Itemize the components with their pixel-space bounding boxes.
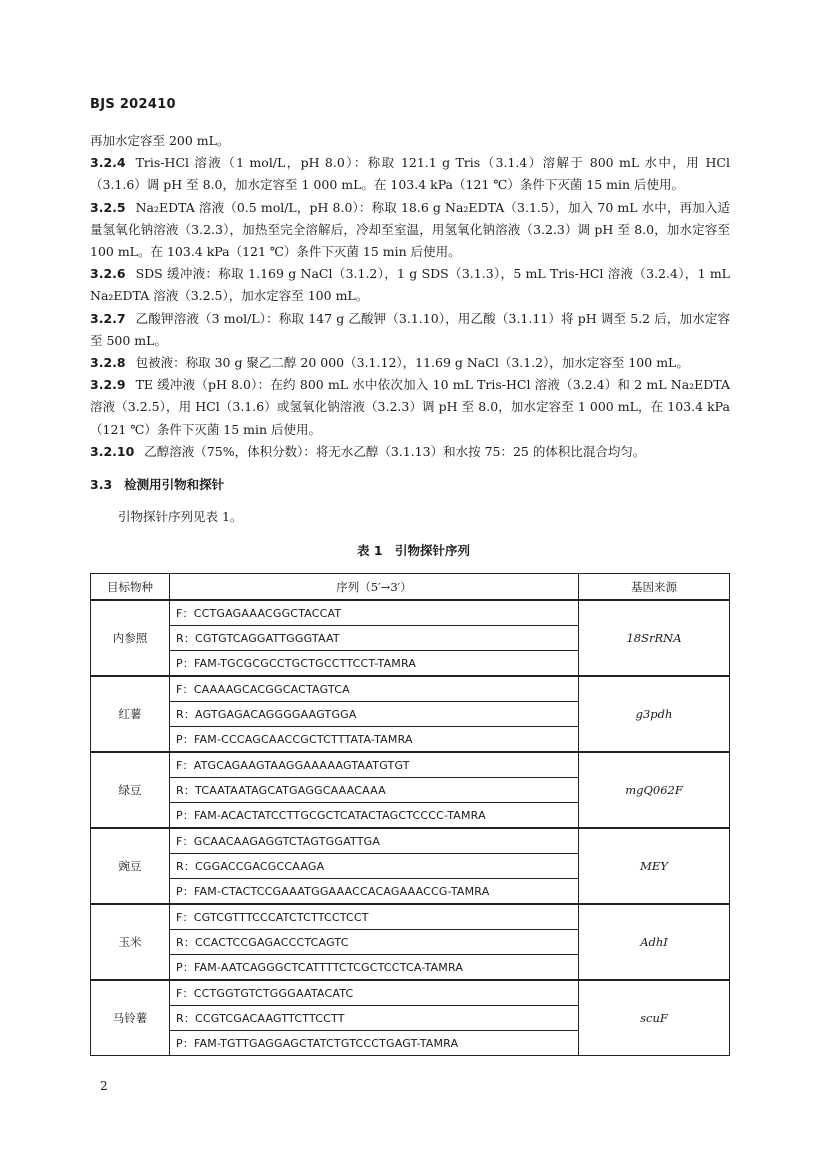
- sequence-cell: F：ATGCAGAAGTAAGGAAAAAGTAATGTGT: [170, 752, 579, 778]
- gene-cell: scuF: [579, 980, 730, 1056]
- table-row: [91, 980, 730, 1006]
- gene-cell: MEY: [579, 828, 730, 904]
- sequence-cell: R：CCACTCCGAGACCCTCAGTC: [170, 930, 579, 955]
- reagent-paragraphs: [90, 130, 730, 463]
- header-gene: 基因来源: [579, 574, 730, 601]
- table-row: [91, 904, 730, 930]
- species-cell: 红薯: [91, 676, 170, 752]
- paragraph-3-2-8: 3.2.8 包被液：称取 30 g 聚乙二醇 20 000（3.1.12），11.69 g NaCl（3.1.2），加水定容至 100 mL。: [90, 355, 689, 371]
- species-cell: 内参照: [91, 600, 170, 676]
- header-species: 目标物种: [91, 574, 170, 601]
- table-row: [91, 828, 730, 854]
- paragraph-3-2-10: 3.2.10 乙醇溶液（75%，体积分数）：将无水乙醇（3.1.13）和水按 75：25 的体积比混合均匀。: [90, 443, 646, 459]
- paragraph-continuation: 再加水定容至 200 mL。: [90, 133, 230, 148]
- species-cell: 马铃薯: [91, 980, 170, 1056]
- sequence-cell: R：CCGTCGACAAGTTCTTCCTT: [170, 1006, 579, 1031]
- sequence-cell: P：FAM-TGCGCGCCTGCTGCCTTCCT-TAMRA: [170, 651, 579, 677]
- sequence-cell: F：CCTGGTGTCTGGGAATACATC: [170, 980, 579, 1006]
- header-sequence: 序列（5′→3′）: [170, 574, 579, 601]
- table-row: [91, 676, 730, 702]
- table-caption: 表 1 引物探针序列: [356, 543, 471, 558]
- species-cell: 绿豆: [91, 752, 170, 828]
- species-cell: 玉米: [91, 904, 170, 980]
- sequence-cell: F：CAAAAGCACGGCACTAGTCA: [170, 676, 579, 702]
- primer-probe-table: [90, 573, 730, 1056]
- gene-cell: g3pdh: [579, 676, 730, 752]
- sequence-cell: P：FAM-CTACTCCGAAATGGAAACCACAGAAACCG-TAMRA: [170, 879, 579, 905]
- paragraph-3-2-4: 3.2.4 Tris-HCl 溶液（1 mol/L，pH 8.0）：称取 121.1 g Tris（3.1.4）溶解于 800 mL 水中，用 HCl（3.1.6）调 pH 至 8.0，加水定容至 1 000 mL。在 103.4 kPa（121 ℃）条件下灭菌 15 min 后使用。: [90, 155, 730, 193]
- sequence-cell: F：CCTGAGAAACGGCTACCAT: [170, 600, 579, 626]
- species-cell: 豌豆: [91, 828, 170, 904]
- document-code: BJS 202410: [90, 97, 176, 112]
- sequence-cell: R：CGTGTCAGGATTGGGTAAT: [170, 626, 579, 651]
- sequence-cell: P：FAM-AATCAGGGCTCATTTTCTCGCTCCTCA-TAMRA: [170, 955, 579, 981]
- paragraph-3-2-9: 3.2.9 TE 缓冲液（pH 8.0）：在约 800 mL 水中依次加入 10 mL Tris-HCl 溶液（3.2.4）和 2 mL Na₂EDTA 溶液（3.2.5），用 HCl（3.1.6）或氢氧化钠溶液（3.2.3）调 pH 至 8.0，加水定容至 1 000 mL，在 103.4 kPa（121 ℃）条件下灭菌 15 min 后使用。: [90, 377, 730, 437]
- sequence-cell: R：TCAATAATAGCATGAGGCAAACAAA: [170, 778, 579, 803]
- paragraph-3-2-7: 3.2.7 乙酸钾溶液（3 mol/L）：称取 147 g 乙酸钾（3.1.10），用乙酸（3.1.11）将 pH 调至 5.2 后，加水定容至 500 mL。: [90, 310, 730, 348]
- paragraph-3-2-6: 3.2.6 SDS 缓冲液：称取 1.169 g NaCl（3.1.2），1 g SDS（3.1.3），5 mL Tris-HCl 溶液（3.2.4），1 mL Na₂EDTA 溶液（3.2.5），加水定容至 100 mL。: [90, 266, 730, 304]
- gene-cell: 18SrRNA: [579, 600, 730, 676]
- sequence-cell: R：CGGACCGACGCCAAGA: [170, 854, 579, 879]
- table-intro-text: 引物探针序列见表 1。: [118, 509, 243, 524]
- table-row: [91, 600, 730, 626]
- gene-cell: mgQ062F: [579, 752, 730, 828]
- sequence-cell: P：FAM-TGTTGAGGAGCTATCTGTCCCTGAGT-TAMRA: [170, 1031, 579, 1056]
- section-heading: 3.3 检测用引物和探针: [90, 477, 225, 492]
- sequence-cell: F：GCAACAAGAGGTCTAGTGGATTGA: [170, 828, 579, 854]
- gene-cell: AdhI: [579, 904, 730, 980]
- paragraph-3-2-5: 3.2.5 Na₂EDTA 溶液（0.5 mol/L，pH 8.0）：称取 18.6 g Na₂EDTA（3.1.5），加入 70 mL 水中，再加入适量氢氧化钠溶液（3.2.3），加热至完全溶解后，冷却至室温，用氢氧化钠溶液（3.2.3）调 pH 至 8.0，加水定容至 100 mL。在 103.4 kPa（121 ℃）条件下灭菌 15 min 后使用。: [90, 199, 730, 260]
- sequence-cell: P：FAM-CCCAGCAACCGCTCTTTATA-TAMRA: [170, 727, 579, 753]
- sequence-cell: P：FAM-ACACTATCCTTGCGCTCATACTAGCTCCCC-TAMRA: [170, 803, 579, 829]
- sequence-cell: R：AGTGAGACAGGGGAAGTGGA: [170, 702, 579, 727]
- sequence-cell: F：CGTCGTTTCCCATCTCTTCCTCCT: [170, 904, 579, 930]
- table-row: [91, 752, 730, 778]
- page-number: 2: [100, 1079, 108, 1093]
- table-header-row: [91, 574, 730, 601]
